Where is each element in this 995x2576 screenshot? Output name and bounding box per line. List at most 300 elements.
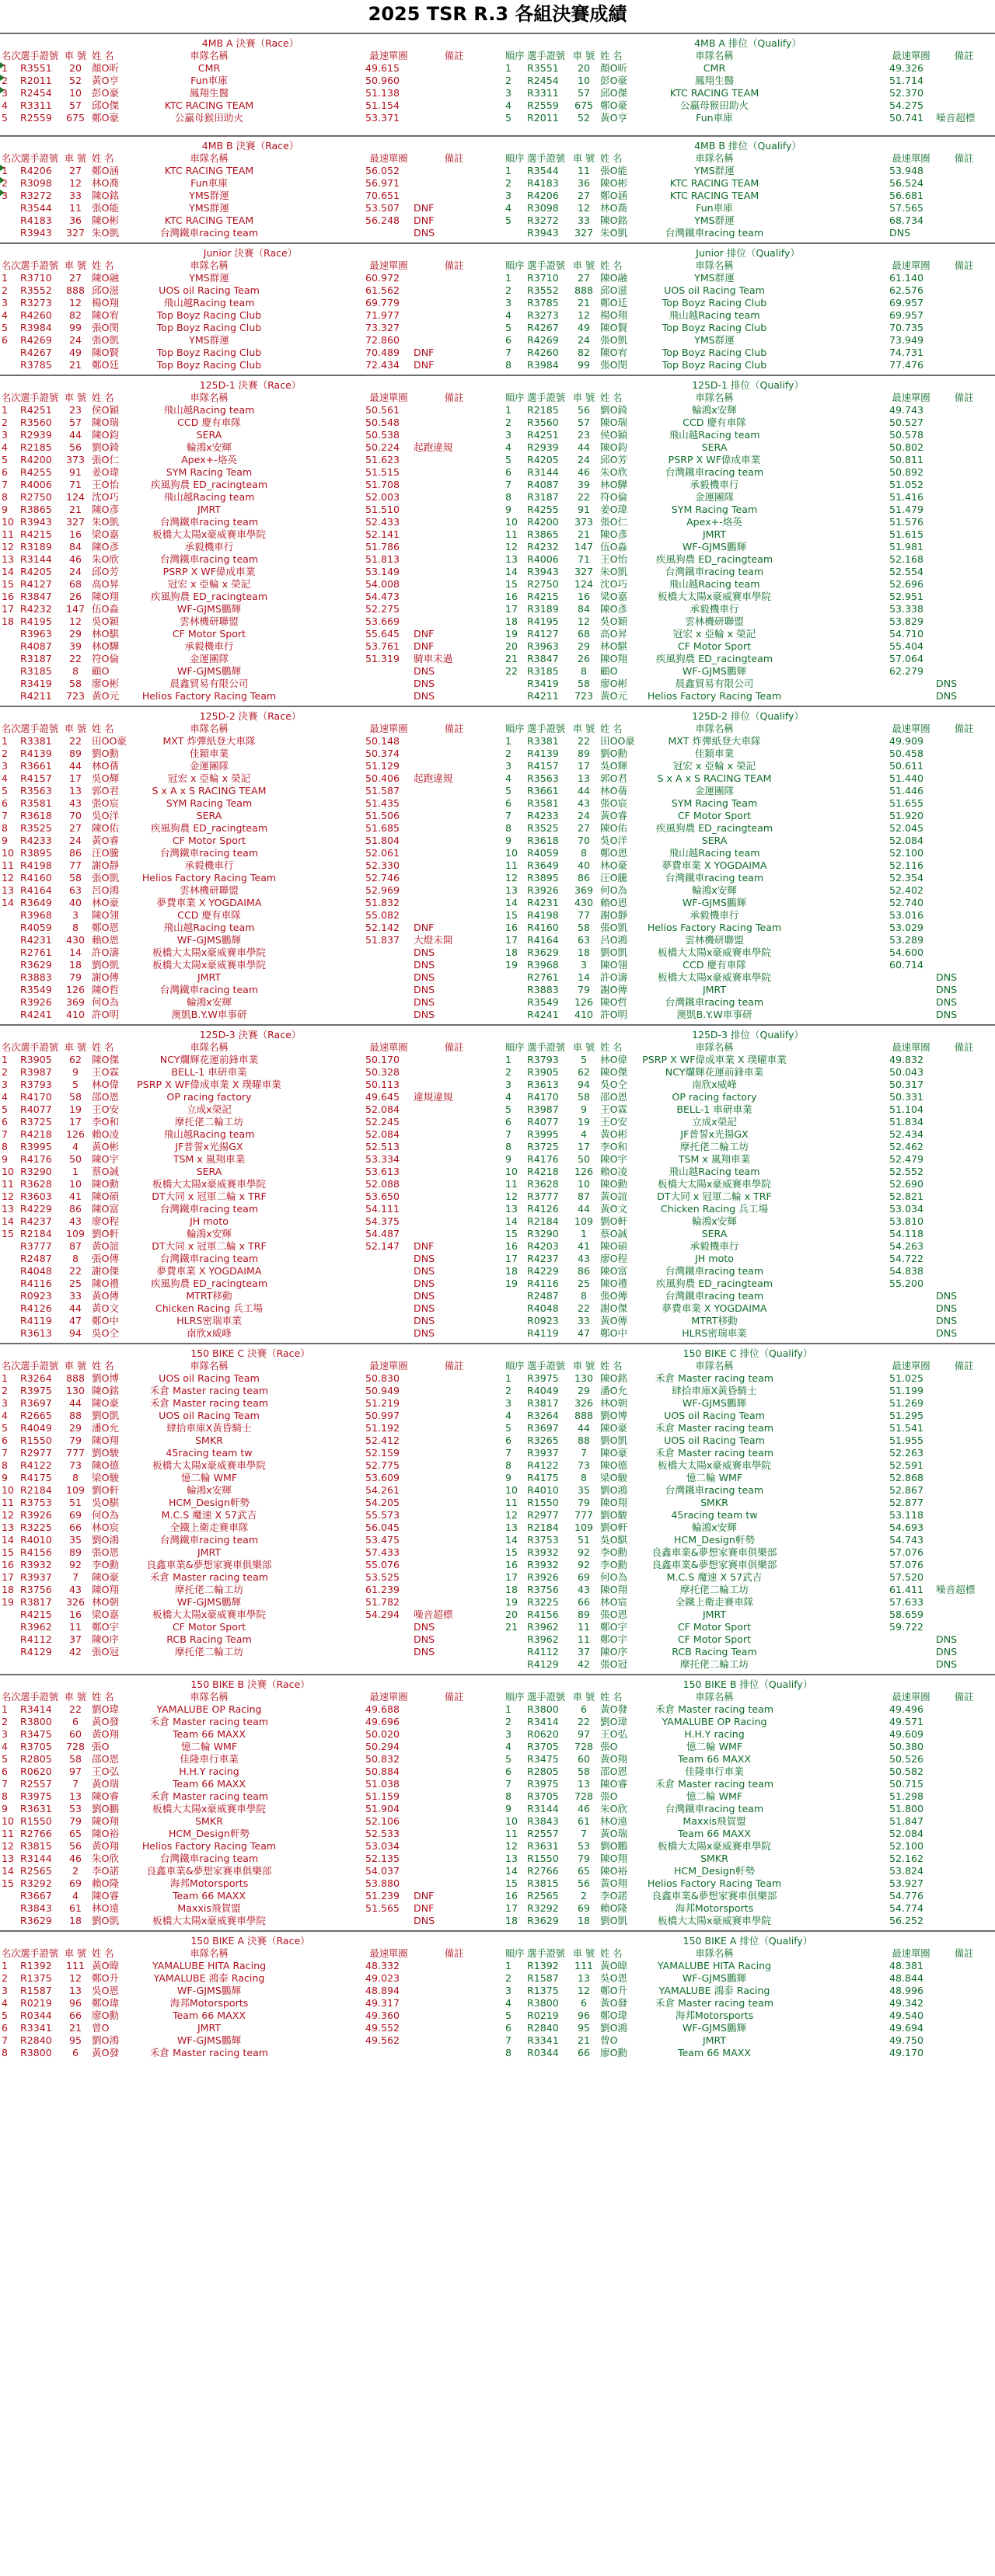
license-cell: R4119 — [20, 1315, 52, 1326]
license-header: 選手證號 — [20, 723, 59, 734]
left-table — [3, 1347, 498, 1658]
number-cell: 77 — [577, 909, 591, 921]
number-cell: 57 — [577, 87, 591, 99]
name-cell: 黃O發 — [600, 1703, 628, 1715]
license-cell: R4059 — [20, 922, 52, 933]
team-header: 車隊名稱 — [695, 392, 734, 403]
name-header: 姓 名 — [92, 392, 114, 403]
license-cell: R3932 — [527, 1546, 559, 1558]
license-cell: R3563 — [527, 772, 559, 784]
team-cell: JMRT — [197, 1546, 222, 1558]
number-cell: 58 — [68, 872, 82, 884]
license-cell: R3552 — [20, 284, 52, 296]
best-lap-header: 最速單圈 — [369, 1361, 408, 1372]
team-cell: 台灣鐵車racing team — [159, 1534, 259, 1546]
number-cell: 91 — [68, 466, 82, 478]
number-cell: 70 — [68, 810, 82, 821]
result-row — [3, 984, 498, 996]
license-cell: R3943 — [527, 227, 559, 239]
name-cell: 朱O凱 — [92, 227, 120, 239]
number-cell: 49 — [577, 322, 591, 333]
best-lap-cell: 49.688 — [365, 1703, 400, 1715]
name-cell: 陳O翔 — [600, 1497, 628, 1508]
team-cell: JMRT — [702, 2034, 727, 2046]
rank-cell: 7 — [2, 1447, 9, 1459]
license-cell: R3800 — [527, 1703, 559, 1715]
best-lap-cell: 50.832 — [365, 1753, 400, 1765]
license-cell: R3187 — [20, 653, 52, 664]
best-lap-cell: 50.328 — [365, 1066, 400, 1078]
number-cell: 46 — [577, 466, 591, 478]
name-cell: 劉O瑋 — [600, 1716, 628, 1727]
best-lap-cell: 49.496 — [889, 1703, 924, 1715]
rank-cell: 7 — [2, 1128, 9, 1140]
team-cell: 良鑫車業&夢想家賽車俱樂部 — [651, 1890, 777, 1901]
team-cell: SERA — [196, 1166, 222, 1177]
license-cell: R4267 — [20, 347, 52, 358]
name-cell: 許O明 — [600, 1009, 628, 1020]
team-cell: Top Boyz Racing Club — [156, 347, 262, 358]
number-cell: 327 — [65, 516, 86, 528]
license-cell: R4206 — [527, 190, 559, 201]
best-lap-cell: 54.473 — [365, 591, 400, 602]
name-cell: 張O凱 — [600, 922, 628, 933]
team-cell: 摩托佬二輪工坊 — [174, 1116, 244, 1128]
name-cell: 林O喬 — [600, 202, 628, 214]
result-row — [3, 404, 498, 417]
note-cell: DNS — [414, 1278, 435, 1289]
best-lap-cell: 51.576 — [889, 516, 924, 528]
rank-cell: 19 — [2, 1596, 15, 1608]
rank-cell: 8 — [505, 1459, 512, 1471]
rank-cell: 5 — [2, 785, 9, 797]
license-cell: R3905 — [527, 1066, 559, 1078]
license-cell: R4176 — [20, 1153, 52, 1165]
number-header: 車 號 — [572, 51, 595, 61]
license-cell: R2766 — [20, 1828, 52, 1839]
team-cell: WF-GJMS鵬輝 — [682, 1397, 747, 1409]
license-cell: R3551 — [527, 62, 559, 74]
team-cell: 飛山越Racing team — [163, 491, 255, 503]
note-header: 備註 — [954, 392, 974, 403]
rank-cell: 8 — [505, 359, 512, 371]
rank-cell: 8 — [2, 1459, 9, 1471]
best-lap-cell: 49.023 — [365, 1972, 400, 1984]
name-cell: 王O怡 — [600, 553, 628, 565]
rank-cell: 14 — [2, 1215, 15, 1227]
name-cell: 梁O嘉 — [600, 591, 628, 602]
rank-cell: 4 — [505, 309, 512, 321]
team-cell: Fun車庫 — [696, 112, 733, 124]
result-row — [504, 1422, 992, 1434]
best-lap-cell: 49.360 — [365, 2010, 400, 2021]
note-header: 備註 — [444, 1948, 464, 1959]
best-lap-cell: 50.538 — [365, 429, 400, 441]
result-row — [3, 640, 498, 653]
result-row — [3, 1633, 498, 1646]
note-cell: 起跑違規 — [414, 441, 453, 453]
team-cell: H.H.Y racing — [684, 1728, 745, 1740]
best-lap-header: 最速單圈 — [369, 723, 408, 734]
rank-cell: 12 — [2, 872, 15, 884]
column-headers — [3, 1691, 498, 1703]
rank-cell: 14 — [2, 897, 15, 908]
result-row — [3, 1228, 498, 1240]
name-cell: 廖O程 — [600, 1253, 628, 1264]
best-lap-header: 最速單圈 — [369, 392, 408, 403]
license-cell: R4156 — [527, 1609, 559, 1620]
name-header: 姓 名 — [92, 1042, 114, 1053]
license-cell: R4049 — [20, 1422, 52, 1434]
license-cell: R3995 — [527, 1128, 559, 1140]
rank-cell: 14 — [505, 1534, 518, 1546]
number-header: 車 號 — [572, 1042, 595, 1053]
best-lap-cell: 50.830 — [365, 1372, 400, 1384]
name-cell: 王O安 — [600, 1116, 628, 1128]
number-cell: 9 — [72, 1066, 79, 1078]
team-cell: SERA — [701, 835, 728, 846]
name-cell: 黃O瑞 — [600, 1828, 628, 1839]
license-cell: R3544 — [20, 202, 52, 214]
team-cell: MTRT移動 — [691, 1315, 738, 1326]
number-cell: 26 — [577, 653, 591, 664]
number-cell: 24 — [68, 835, 82, 846]
result-row — [3, 417, 498, 429]
rank-cell: 14 — [2, 1865, 15, 1877]
result-row — [3, 922, 498, 934]
number-cell: 92 — [577, 1559, 591, 1570]
license-cell: R3290 — [527, 1228, 559, 1239]
best-lap-cell: 48.996 — [889, 1985, 924, 1996]
team-cell: 禾倉 Master racing team — [149, 1397, 269, 1409]
team-cell: 憶二輪 WMF — [686, 1741, 743, 1752]
team-cell: 板橋大太陽x豪威賽車學院 — [152, 1803, 266, 1814]
result-row — [504, 309, 992, 322]
name-cell: 張O宸 — [92, 797, 120, 809]
result-row — [3, 971, 498, 984]
result-row — [3, 1290, 498, 1302]
team-cell: 飛山越Racing team — [163, 922, 255, 933]
result-row — [504, 1633, 992, 1646]
note-cell: 噪音超標 — [936, 1584, 976, 1595]
license-header: 選手證號 — [527, 1692, 566, 1703]
license-cell: R4048 — [20, 1265, 52, 1277]
result-row — [504, 553, 992, 566]
license-header: 選手證號 — [527, 392, 566, 403]
number-cell: 95 — [577, 2022, 591, 2034]
license-cell: R3725 — [20, 1116, 52, 1128]
number-cell: 82 — [577, 347, 591, 358]
results-section — [0, 706, 995, 1024]
best-lap-cell: 49.552 — [365, 2022, 400, 2034]
number-cell: 27 — [577, 190, 591, 201]
team-cell: TSM x 嵐翔車業 — [173, 1153, 246, 1165]
note-cell: DNS — [414, 227, 435, 239]
number-cell: 47 — [577, 1327, 591, 1339]
license-cell: R3603 — [20, 1190, 52, 1202]
name-cell: 劉O錡 — [92, 441, 120, 453]
license-cell: R3273 — [527, 309, 559, 321]
result-row — [3, 297, 498, 309]
rank-cell: 3 — [2, 429, 9, 441]
license-cell: R3785 — [20, 359, 52, 371]
name-cell: 劉O錡 — [600, 404, 628, 416]
result-row — [504, 859, 992, 872]
name-cell: 劉O駿 — [600, 1509, 628, 1521]
best-lap-cell: 50.294 — [365, 1741, 400, 1752]
license-cell: R3189 — [20, 541, 52, 552]
license-cell: R2805 — [527, 1766, 559, 1777]
number-header: 車 號 — [572, 153, 595, 164]
name-cell: 吳O穎 — [92, 615, 120, 627]
best-lap-cell: 52.116 — [889, 859, 924, 871]
best-lap-cell: 54.774 — [889, 1902, 924, 1914]
name-cell: 邱O芳 — [92, 566, 120, 577]
team-cell: S x A x S RACING TEAM — [152, 785, 267, 797]
best-lap-cell: 51.623 — [365, 454, 400, 465]
rank-cell: 3 — [2, 190, 9, 201]
best-lap-cell: 53.149 — [365, 566, 400, 577]
number-cell: 46 — [68, 553, 82, 565]
license-cell: R3381 — [20, 735, 52, 747]
number-cell: 2 — [580, 1890, 587, 1901]
team-header: 車隊名稱 — [190, 1361, 229, 1372]
rank-cell: 4 — [505, 772, 512, 784]
rank-cell: 6 — [2, 1766, 9, 1777]
name-header: 姓 名 — [600, 51, 623, 61]
result-row — [504, 190, 992, 202]
best-lap-cell: 54.008 — [365, 578, 400, 590]
license-cell: R3563 — [20, 785, 52, 797]
best-lap-cell: 50.458 — [889, 748, 924, 759]
name-cell: 陳O彥 — [600, 603, 628, 615]
results-section — [0, 1674, 995, 1930]
name-cell: 張O能 — [600, 165, 628, 176]
result-row — [3, 1877, 498, 1890]
rank-cell: 17 — [2, 1571, 15, 1583]
name-cell: 林O蒨 — [92, 760, 120, 772]
rank-cell: 6 — [2, 466, 9, 478]
license-cell: R4206 — [20, 165, 52, 176]
name-cell: 許O濤 — [92, 946, 120, 958]
result-row — [504, 1728, 992, 1741]
number-header: 車 號 — [64, 1042, 87, 1053]
team-cell: CF Motor Sport — [677, 1621, 752, 1633]
result-row — [504, 1497, 992, 1509]
result-row — [504, 1584, 992, 1596]
number-cell: 63 — [68, 884, 82, 896]
license-cell: R3943 — [527, 566, 559, 577]
rank-cell: 19 — [505, 1278, 518, 1289]
name-cell: 鄭O升 — [600, 1985, 628, 1996]
license-cell: R2454 — [20, 87, 52, 99]
license-cell: R3800 — [20, 1716, 52, 1727]
results-sections — [0, 33, 995, 2142]
rank-cell: 12 — [505, 1840, 518, 1852]
result-row — [504, 1766, 992, 1778]
best-lap-header: 最速單圈 — [892, 1361, 930, 1372]
name-cell: 陳O銘 — [92, 190, 120, 201]
name-cell: 劉O凱 — [600, 1915, 628, 1926]
name-cell: 陳O佑 — [600, 822, 628, 834]
license-cell: R4156 — [20, 1546, 52, 1558]
race-title: 150 BIKE B 決賽（Race） — [190, 1678, 310, 1690]
number-cell: 369 — [65, 996, 86, 1008]
team-cell: TSM x 嵐翔車業 — [678, 1153, 751, 1165]
license-cell: R4087 — [527, 479, 559, 490]
name-cell: 劉O凱 — [600, 946, 628, 958]
license-cell: R1375 — [527, 1985, 559, 1996]
rank-cell: 3 — [2, 1397, 9, 1409]
team-cell: 公贏母猴田助火 — [174, 112, 244, 124]
license-cell: R0219 — [20, 1997, 52, 2009]
result-row — [504, 735, 992, 748]
result-row — [3, 1385, 498, 1397]
rank-cell: 13 — [505, 1522, 518, 1533]
number-cell: 430 — [574, 897, 594, 908]
name-cell: 賴O恩 — [600, 897, 628, 908]
best-lap-cell: 53.475 — [365, 1534, 400, 1546]
number-cell: 109 — [574, 1522, 594, 1533]
right-table — [504, 1678, 992, 1927]
number-cell: 73 — [577, 1459, 591, 1471]
rank-cell: 6 — [2, 1116, 9, 1128]
best-lap-cell: 54.118 — [889, 1228, 924, 1239]
team-cell: 台灣鐵車racing team — [159, 1253, 259, 1264]
name-cell: 王O霖 — [600, 1103, 628, 1115]
rank-cell: 5 — [2, 1103, 9, 1115]
team-cell: CMR — [703, 62, 726, 74]
name-cell: 張O冠 — [600, 1658, 628, 1670]
team-header: 車隊名稱 — [190, 260, 229, 271]
result-row — [3, 566, 498, 578]
rank-cell: 4 — [505, 1741, 512, 1752]
rank-cell: 4 — [2, 1410, 9, 1421]
result-row — [504, 284, 992, 297]
best-lap-cell: 49.750 — [889, 2034, 924, 2046]
name-cell: 林O蒨 — [600, 785, 628, 797]
license-cell: R4205 — [527, 454, 559, 465]
best-lap-cell: 52.245 — [365, 1116, 400, 1128]
name-cell: 李O勳 — [92, 1559, 120, 1570]
license-cell: R3975 — [527, 1778, 559, 1790]
name-cell: 黃O暐 — [92, 1960, 120, 1971]
name-header: 姓 名 — [600, 153, 623, 164]
team-header: 車隊名稱 — [695, 1361, 734, 1372]
number-cell: 65 — [577, 1865, 591, 1877]
note-cell: DNS — [936, 1302, 958, 1314]
license-cell: R2185 — [527, 404, 559, 416]
team-cell: 摩托佬二輪工坊 — [679, 1584, 749, 1595]
name-cell: 李O諾 — [92, 1865, 120, 1877]
number-cell: 147 — [574, 541, 594, 552]
result-row — [504, 297, 992, 309]
name-cell: 彭O豪 — [600, 75, 628, 86]
rank-cell: 8 — [2, 822, 9, 834]
number-cell: 126 — [65, 1128, 86, 1140]
license-cell: R2559 — [20, 112, 52, 124]
name-cell: 鄭O中 — [92, 1315, 120, 1326]
team-cell: 良鑫車業&夢想家賽車俱樂部 — [146, 1865, 272, 1877]
license-cell: R4157 — [20, 772, 52, 784]
license-cell: R4233 — [20, 835, 52, 846]
result-row — [504, 404, 992, 417]
name-cell: 黃O文 — [92, 1302, 120, 1314]
number-cell: 65 — [68, 1828, 82, 1839]
rank-cell: 2 — [505, 177, 512, 189]
best-lap-cell: 52.100 — [889, 1840, 924, 1852]
license-cell: R4122 — [527, 1459, 559, 1471]
best-lap-cell: 52.159 — [365, 1447, 400, 1459]
number-cell: 60 — [577, 1753, 591, 1765]
name-cell: 林O驊 — [600, 479, 628, 490]
result-row — [3, 897, 498, 909]
name-cell: 劉O軒 — [600, 1522, 628, 1533]
result-row — [504, 690, 992, 702]
name-cell: 林O豪 — [92, 897, 120, 908]
team-cell: 板橋大太陽x豪威賽車學院 — [152, 1178, 266, 1190]
result-row — [3, 177, 498, 190]
result-row — [504, 984, 992, 996]
note-header: 備註 — [444, 153, 464, 164]
result-row — [3, 1596, 498, 1609]
note-header: 備註 — [444, 1361, 464, 1372]
team-cell: DT大同 x 冠軍二輪 x TRF — [152, 1240, 267, 1252]
best-lap-cell: 56.248 — [365, 214, 400, 226]
number-cell: 29 — [577, 640, 591, 652]
number-cell: 35 — [68, 1534, 82, 1546]
license-cell: R2559 — [527, 99, 559, 111]
result-row — [504, 227, 992, 239]
best-lap-cell: 51.782 — [365, 1596, 400, 1608]
result-row — [504, 1091, 992, 1103]
number-cell: 96 — [68, 1997, 82, 2009]
best-lap-cell: 52.135 — [365, 1853, 400, 1864]
name-cell: 劉O博 — [92, 1372, 120, 1384]
team-cell: 立成x榮記 — [692, 1116, 737, 1128]
license-cell: R3631 — [527, 1840, 559, 1852]
rank-cell: 9 — [505, 1153, 512, 1165]
name-cell: 侯O穎 — [600, 429, 628, 441]
note-cell: DNS — [414, 946, 435, 958]
license-cell: R4112 — [20, 1633, 52, 1645]
best-lap-cell: 56.971 — [365, 177, 400, 189]
name-cell: 劉O軒 — [92, 1484, 120, 1496]
number-cell: 10 — [577, 1178, 591, 1190]
result-row — [504, 872, 992, 884]
result-row — [3, 735, 498, 748]
number-cell: 124 — [574, 578, 594, 590]
name-cell: 陳O豪 — [92, 1571, 120, 1583]
name-cell: 田OO豪 — [600, 735, 636, 747]
license-cell: R2487 — [527, 1290, 559, 1302]
race-title: 4MB A 決賽（Race） — [201, 37, 299, 49]
number-cell: 12 — [577, 202, 591, 214]
number-header: 車 號 — [64, 1948, 87, 1959]
rank-cell: 2 — [505, 75, 512, 86]
name-cell: 鄭O中 — [600, 1327, 628, 1339]
note-cell: 起跑違規 — [414, 772, 453, 784]
number-cell: 52 — [577, 112, 591, 124]
number-cell: 87 — [577, 1190, 591, 1202]
name-cell: 黃O發 — [92, 1716, 120, 1727]
team-cell: SERA — [196, 810, 222, 821]
rank-cell: 18 — [505, 1584, 518, 1595]
number-cell: 369 — [574, 884, 594, 896]
rank-cell: 2 — [2, 284, 9, 296]
rank-cell: 7 — [505, 2034, 512, 2046]
number-cell: 95 — [68, 2034, 82, 2046]
